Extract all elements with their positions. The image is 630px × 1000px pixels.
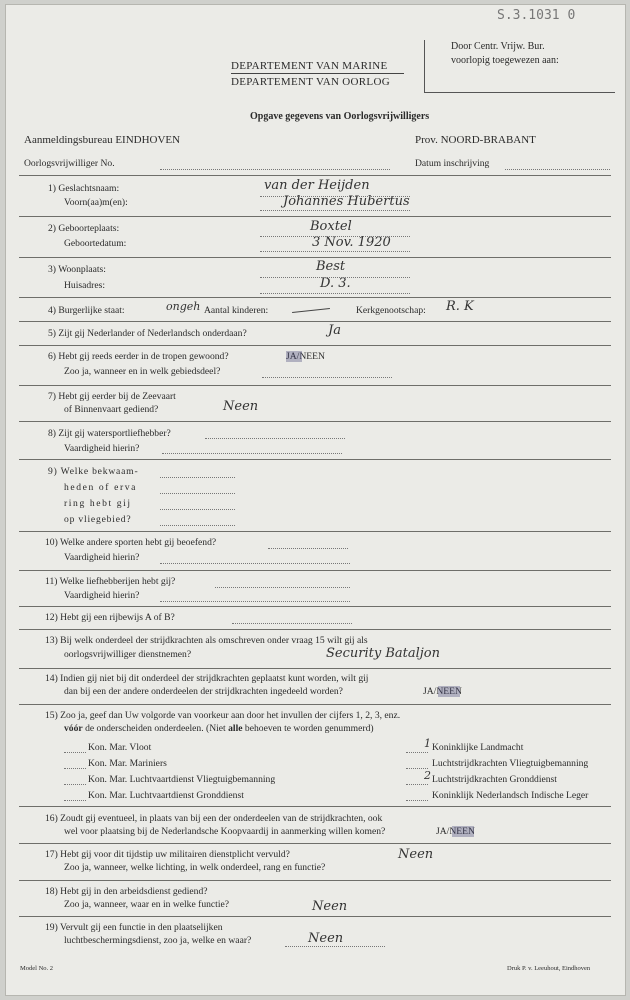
q15-blank <box>406 752 428 753</box>
q17-answer: Neen <box>398 847 434 862</box>
q14-label-a: 14) Indien gij niet bij dit onderdeel der strijdkrachten geplaatst kunt worden, wilt gij <box>45 673 369 684</box>
q18-answer: Neen <box>312 899 348 914</box>
q15-option-right: Luchtstrijdkrachten Vliegtuigbemanning <box>432 758 589 769</box>
q6-yes-no: JA/NEEN <box>286 351 325 362</box>
q15-mark: 1 <box>424 737 431 750</box>
q14-strike-mark <box>438 686 460 697</box>
q15-label-a: 15) Zoo ja, geef dan Uw volgorde van voorkeur aan door het invullen der cijfers 1, 2, 3, enz. <box>45 710 401 721</box>
q9-label-b: heden of erva <box>64 482 138 493</box>
q1-surname-label: 1) Geslachtsnaam: <box>48 183 120 194</box>
department-oorlog: DEPARTEMENT VAN OORLOG <box>231 76 390 88</box>
q11-line-b <box>160 601 350 602</box>
rule <box>19 843 611 844</box>
rule <box>19 704 611 705</box>
q10-label-a: 10) Welke andere sporten hebt gij beoefend? <box>45 537 217 548</box>
q12-line <box>232 623 352 624</box>
q15-option-right: Koninklijke Landmacht <box>432 742 524 753</box>
rule <box>19 257 611 258</box>
rule <box>19 385 611 386</box>
q9-label-d: op vliegebied? <box>64 514 132 525</box>
rule <box>19 880 611 881</box>
q3-line-b <box>260 293 410 294</box>
q14-label-b: dan bij een der andere onderdeelen der strijdkrachten ingedeeld worden? <box>64 686 343 697</box>
q1-firstnames-label: Voorn(aa)m(en): <box>64 197 128 208</box>
q8-line-a <box>205 438 345 439</box>
q7-label-b: of Binnenvaart gediend? <box>64 404 159 415</box>
q9-label-a: 9) Welke bekwaam- <box>48 466 139 477</box>
rule <box>19 216 611 217</box>
q16-strike-mark <box>452 826 474 837</box>
q3-residence-answer: Best <box>316 259 346 274</box>
q2-line-b <box>260 251 410 252</box>
rule <box>19 668 611 669</box>
q15-option-right: Koninklijk Nederlandsch Indische Leger <box>432 790 589 801</box>
rule <box>19 606 611 607</box>
q4-church-label: Kerkgenootschap: <box>356 305 426 316</box>
q13-answer: Security Bataljon <box>326 646 440 661</box>
q12-label: 12) Hebt gij een rijbewijs A of B? <box>45 612 175 623</box>
rule <box>19 570 611 571</box>
q15-option-right: Luchtstrijdkrachten Gronddienst <box>432 774 557 785</box>
q9-label-c: ring hebt gij <box>64 498 132 509</box>
q15-option-left: Kon. Mar. Mariniers <box>88 758 167 769</box>
rule <box>19 459 611 460</box>
q11-label-b: Vaardigheid hierin? <box>64 590 140 601</box>
q15-option-left: Kon. Mar. Luchtvaartdienst Vliegtuigbemanning <box>88 774 276 785</box>
q15-option-left: Kon. Mar. Vloot <box>88 742 152 753</box>
q9-line-d <box>160 525 235 526</box>
q15-blank <box>64 800 86 801</box>
box-line1: Door Centr. Vrijw. Bur. <box>451 41 545 52</box>
q7-label-a: 7) Hebt gij eerder bij de Zeevaart <box>48 391 176 402</box>
q15-option-left: Kon. Mar. Luchtvaartdienst Gronddienst <box>88 790 244 801</box>
q16-yes-no: JA/NEEN <box>436 826 475 837</box>
rule <box>19 321 611 322</box>
q10-line-a <box>268 548 348 549</box>
q16-label-b: wel voor plaatsing bij de Nederlandsche Koopvaardij in aanmerking willen komen? <box>64 826 386 837</box>
rule <box>19 806 611 807</box>
footer-model: Model No. 2 <box>20 965 54 972</box>
q19-label-b: luchtbeschermingsdienst, zoo ja, welke en waar? <box>64 935 252 946</box>
box-line2: voorlopig toegewezen aan: <box>451 55 559 66</box>
q13-label-a: 13) Bij welk onderdeel der strijdkrachten als omschreven onder vraag 15 wilt gij als <box>45 635 368 646</box>
q1-surname-answer: van der Heijden <box>264 178 370 193</box>
archive-number: S.3.1031 0 <box>497 8 576 23</box>
q15-blank <box>64 768 86 769</box>
q1-firstnames-answer: Johannes Hubertus <box>283 194 410 209</box>
q4-civil-status-label: 4) Burgerlijke staat: <box>48 305 125 316</box>
q6-strike-mark <box>286 351 302 362</box>
q6-line <box>262 377 392 378</box>
q17-label-b: Zoo ja, wanneer, welke lichting, in welk onderdeel, rang en functie? <box>64 862 326 873</box>
q11-line-a <box>215 587 350 588</box>
q19-answer: Neen <box>308 931 344 946</box>
q8-label-b: Vaardigheid hierin? <box>64 443 140 454</box>
q3-address-label: Huisadres: <box>64 280 106 291</box>
q3-line-a <box>260 277 410 278</box>
department-marine: DEPARTEMENT VAN MARINE <box>231 60 388 72</box>
rule <box>19 175 611 176</box>
q2-birthplace-answer: Boxtel <box>310 219 352 234</box>
rule <box>19 629 611 630</box>
q4-church-answer: R. K <box>446 299 474 314</box>
q1-line-b <box>260 210 410 211</box>
rule <box>19 531 611 532</box>
volunteer-no-line <box>160 169 390 170</box>
q9-line-b <box>160 493 235 494</box>
q2-birthplace-label: 2) Geboorteplaats: <box>48 223 120 234</box>
province-label: Prov. NOORD-BRABANT <box>415 134 536 146</box>
q15-blank <box>406 800 428 801</box>
q8-label-a: 8) Zijt gij watersportliefhebber? <box>48 428 171 439</box>
registration-date-label: Datum inschrijving <box>415 158 490 169</box>
q2-line-a <box>260 236 410 237</box>
q7-answer: Neen <box>223 399 259 414</box>
rule <box>19 916 611 917</box>
department-divider <box>231 73 404 74</box>
q9-line-c <box>160 509 235 510</box>
q15-blank <box>406 784 428 785</box>
q13-label-b: oorlogsvrijwilliger dienstnemen? <box>64 649 192 660</box>
q3-residence-label: 3) Woonplaats: <box>48 264 106 275</box>
footer-printer: Druk P. v. Leeuhout, Eindhoven <box>507 965 591 972</box>
q17-label-a: 17) Hebt gij voor dit tijdstip uw militairen dienstplicht vervuld? <box>45 849 290 860</box>
q4-civil-status-answer: ongeh <box>166 300 201 313</box>
registration-date-line <box>505 169 610 170</box>
rule <box>19 345 611 346</box>
q18-label-b: Zoo ja, wanneer, waar en in welke functie? <box>64 899 230 910</box>
q16-label-a: 16) Zoudt gij eventueel, in plaats van bij een der onderdeelen van de strijdkrachten, ook <box>45 813 383 824</box>
q19-line <box>285 946 385 947</box>
rule <box>19 421 611 422</box>
q15-blank <box>64 752 86 753</box>
q15-label-b: vóór de onderscheiden onderdeelen. (Niet alle behoeven te worden genummerd) <box>64 723 374 734</box>
q10-label-b: Vaardigheid hierin? <box>64 552 140 563</box>
q18-label-a: 18) Hebt gij in den arbeidsdienst gediend? <box>45 886 208 897</box>
q5-label: 5) Zijt gij Nederlander of Nederlandsch onderdaan? <box>48 328 247 339</box>
form-title: Opgave gegevens van Oorlogsvrijwilligers <box>250 111 430 122</box>
q10-line-b <box>160 563 350 564</box>
bureau-label: Aanmeldingsbureau EINDHOVEN <box>24 134 181 146</box>
q2-birthdate-answer: 3 Nov. 1920 <box>312 235 391 250</box>
volunteer-no-label: Oorlogsvrijwilliger No. <box>24 158 115 169</box>
q4-children-label: Aantal kinderen: <box>204 305 269 316</box>
q6-label: 6) Hebt gij reeds eerder in de tropen gewoond? <box>48 351 229 362</box>
q15-mark: 2 <box>424 769 431 782</box>
q5-answer: Ja <box>328 323 341 338</box>
q2-birthdate-label: Geboortedatum: <box>64 238 127 249</box>
q3-address-answer: D. 3. <box>320 276 351 291</box>
q14-yes-no: JA/NEEN <box>423 686 462 697</box>
q1-line-a <box>260 196 410 197</box>
q15-blank <box>64 784 86 785</box>
q11-label-a: 11) Welke liefhebberijen hebt gij? <box>45 576 176 587</box>
q8-line-b <box>162 453 342 454</box>
q19-label-a: 19) Vervult gij een functie in den plaatselijken <box>45 922 223 933</box>
q9-line-a <box>160 477 235 478</box>
q6-sub-label: Zoo ja, wanneer en in welk gebiedsdeel? <box>64 366 221 377</box>
rule <box>19 297 611 298</box>
